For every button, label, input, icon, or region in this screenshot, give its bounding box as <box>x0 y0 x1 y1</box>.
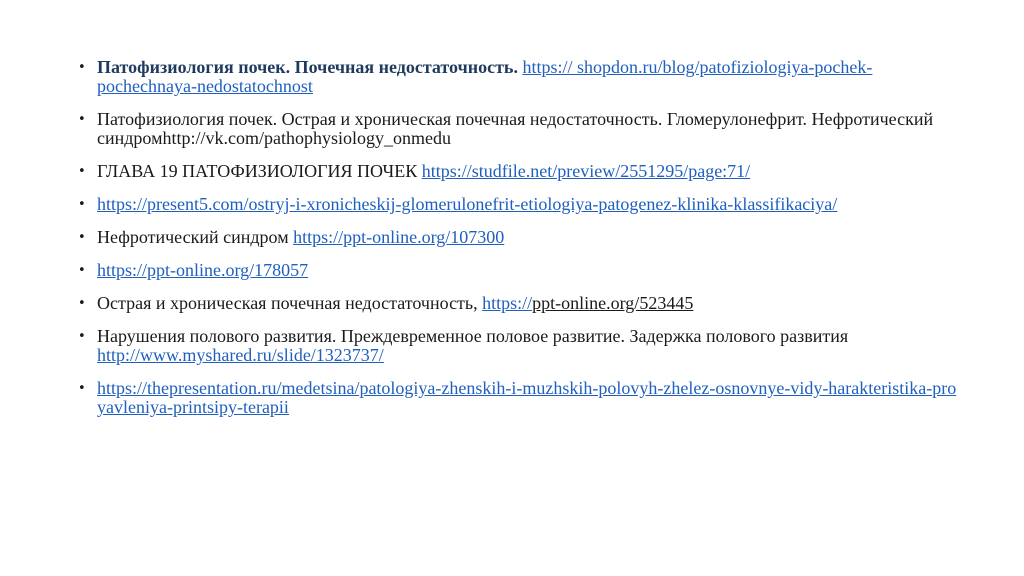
item-title: Патофизиология почек. Почечная недостаточность. <box>97 57 518 77</box>
item-text: Нарушения полового развития. Преждевременное половое развитие. Задержка полового развития <box>97 326 849 346</box>
reference-link[interactable]: http://www.myshared.ru/slide/1323737/ <box>97 345 384 365</box>
item-text: Острая и хроническая почечная недостаточность, <box>97 293 483 313</box>
reference-link[interactable]: https:// <box>482 293 533 313</box>
reference-link[interactable]: https://ppt-online.org/178057 <box>97 260 309 280</box>
item-text: Патофизиология почек. Острая и хроническая почечная недостаточность. Гломерулонефрит. Нефротический синдромhttp://vk.com/pathophysiology_onmedu <box>97 109 934 148</box>
bullet-icon: • <box>78 60 86 75</box>
item-text: Нефротический синдром <box>97 227 294 247</box>
list-item <box>78 162 958 181</box>
bullet-icon: • <box>78 112 86 127</box>
list-item <box>78 58 958 96</box>
list-item <box>78 261 958 280</box>
bullet-icon: • <box>78 164 86 179</box>
bullet-icon: • <box>78 263 86 278</box>
link-rest-text: ppt-online.org/523445 <box>532 293 694 313</box>
bullet-icon: • <box>78 230 86 245</box>
list-item <box>78 228 958 247</box>
reference-link[interactable]: https://present5.com/ostryj-i-xronicheskij-glomerulonefrit-etiologiya-patogenez-klinika-klassifikaciya/ <box>97 194 838 214</box>
list-item <box>78 327 958 365</box>
item-text: ГЛАВА 19 ПАТОФИЗИОЛОГИЯ ПОЧЕК <box>97 161 422 181</box>
reference-list <box>78 58 958 431</box>
list-item <box>78 379 958 417</box>
list-item <box>78 294 958 313</box>
list-item <box>78 110 958 148</box>
bullet-icon: • <box>78 197 86 212</box>
reference-link[interactable]: https:// shopdon.ru/blog/patofiziologiya-pochek-pochechnaya-nedostatochnost <box>97 57 873 96</box>
bullet-icon: • <box>78 296 86 311</box>
reference-link[interactable]: https://studfile.net/preview/2551295/page:71/ <box>421 161 751 181</box>
bullet-icon: • <box>78 329 86 344</box>
bullet-icon: • <box>78 381 86 396</box>
reference-link[interactable]: https://ppt-online.org/107300 <box>293 227 505 247</box>
reference-link[interactable]: https://thepresentation.ru/medetsina/patologiya-zhenskih-i-muzhskih-polovyh-zhelez-osnovnye-vidy-harakteristika-proyavleniya-printsipy-terapii <box>97 378 957 417</box>
list-item <box>78 195 958 214</box>
